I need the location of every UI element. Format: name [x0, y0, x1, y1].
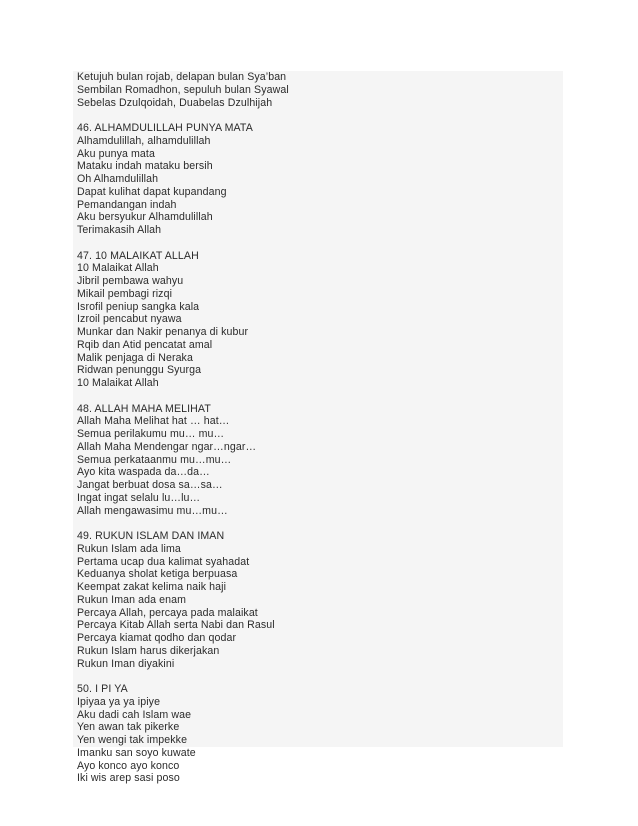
text-line: Percaya Kitab Allah serta Nabi dan Rasul — [77, 619, 275, 632]
text-line: Ketujuh bulan rojab, delapan bulan Sya’ban — [77, 71, 287, 83]
song-block — [73, 683, 563, 785]
text-line: Dapat kulihat dapat kupandang — [77, 185, 227, 198]
text-line: Pertama ucap dua kalimat syahadat — [77, 555, 250, 568]
text-line: 10 Malaikat Allah — [77, 377, 159, 389]
song-title: 46. ALHAMDULILLAH PUNYA MATA — [77, 122, 253, 134]
text-line: Sembilan Romadhon, sepuluh bulan Syawal — [77, 83, 289, 96]
text-line: Isrofil peniup sangka kala — [77, 300, 200, 313]
text-line: Keduanya sholat ketiga berpuasa — [77, 568, 238, 581]
text-line: Semua perilakumu mu… mu… — [77, 428, 225, 440]
text-line: Malik penjaga di Neraka — [77, 351, 193, 364]
text-line: Allah mengawasimu mu…mu… — [77, 504, 228, 517]
text-line: Rukun Islam ada lima — [77, 542, 181, 555]
paragraph-gap — [73, 670, 563, 683]
song-title: 49. RUKUN ISLAM DAN IMAN — [77, 530, 225, 542]
text-line: Jibril pembawa wahyu — [77, 275, 184, 287]
text-line: Munkar dan Nakir penanya di kubur — [77, 326, 249, 338]
text-line: Percaya Allah, percaya pada malaikat — [77, 606, 258, 619]
text-line: Ingat ingat selalu lu…lu… — [77, 491, 201, 504]
text-line: Allah Maha Mendengar ngar…ngar… — [77, 440, 257, 453]
text-line: Terimakasih Allah — [77, 224, 162, 236]
text-line: Mataku indah mataku bersih — [77, 160, 213, 173]
intro-block — [73, 71, 563, 109]
text-line: Rukun Iman diyakini — [77, 657, 175, 670]
text-line: Yen wengi tak impekke — [77, 734, 188, 746]
song-title: 47. 10 MALAIKAT ALLAH — [77, 249, 199, 262]
paragraph-gap — [73, 237, 563, 250]
text-line: Alhamdulillah, alhamdulillah — [77, 134, 211, 147]
text-line: Aku bersyukur Alhamdulillah — [77, 211, 213, 224]
text-line: Pemandangan indah — [77, 198, 177, 211]
text-line: Yen awan tak pikerke — [77, 721, 180, 734]
text-line: Oh Alhamdulillah — [77, 173, 159, 185]
text-line: Ipiyaa ya ya ipiye — [77, 695, 161, 708]
song-title: 50. I PI YA — [77, 683, 128, 695]
text-line: Semua perkataanmu mu…mu… — [77, 453, 232, 466]
paragraph-gap — [73, 517, 563, 530]
text-line: Sebelas Dzulqoidah, Duabelas Dzulhijah — [77, 96, 273, 109]
text-line: Rukun Islam harus dikerjakan — [77, 644, 220, 657]
song-title: 48. ALLAH MAHA MELIHAT — [77, 402, 211, 415]
text-line: Iki wis arep sasi poso — [77, 772, 180, 785]
text-content — [73, 71, 563, 785]
text-line: Jangat berbuat dosa sa…sa… — [77, 479, 223, 491]
paragraph-gap — [73, 390, 563, 403]
text-line: Ayo konco ayo konco — [77, 759, 180, 772]
text-line: Mikail pembagi rizqi — [77, 287, 173, 300]
text-line: Ayo kita waspada da…da… — [77, 466, 210, 479]
text-line: Percaya kiamat qodho dan qodar — [77, 632, 237, 644]
text-line: Allah Maha Melihat hat … hat… — [77, 415, 230, 428]
text-line: Imanku san soyo kuwate — [77, 746, 196, 759]
text-line: Aku punya mata — [77, 147, 155, 160]
text-line: 10 Malaikat Allah — [77, 262, 159, 275]
song-block — [73, 250, 563, 390]
text-line: Izroil pencabut nyawa — [77, 313, 182, 326]
paragraph-gap — [73, 109, 563, 122]
song-block — [73, 403, 563, 518]
text-line: Rqib dan Atid pencatat amal — [77, 338, 213, 351]
text-line: Keempat zakat kelima naik haji — [77, 581, 227, 593]
song-block — [73, 530, 563, 670]
text-line: Rukun Iman ada enam — [77, 593, 187, 606]
song-block — [73, 122, 563, 237]
text-line: Aku dadi cah Islam wae — [77, 708, 192, 721]
text-line: Ridwan penunggu Syurga — [77, 364, 202, 377]
